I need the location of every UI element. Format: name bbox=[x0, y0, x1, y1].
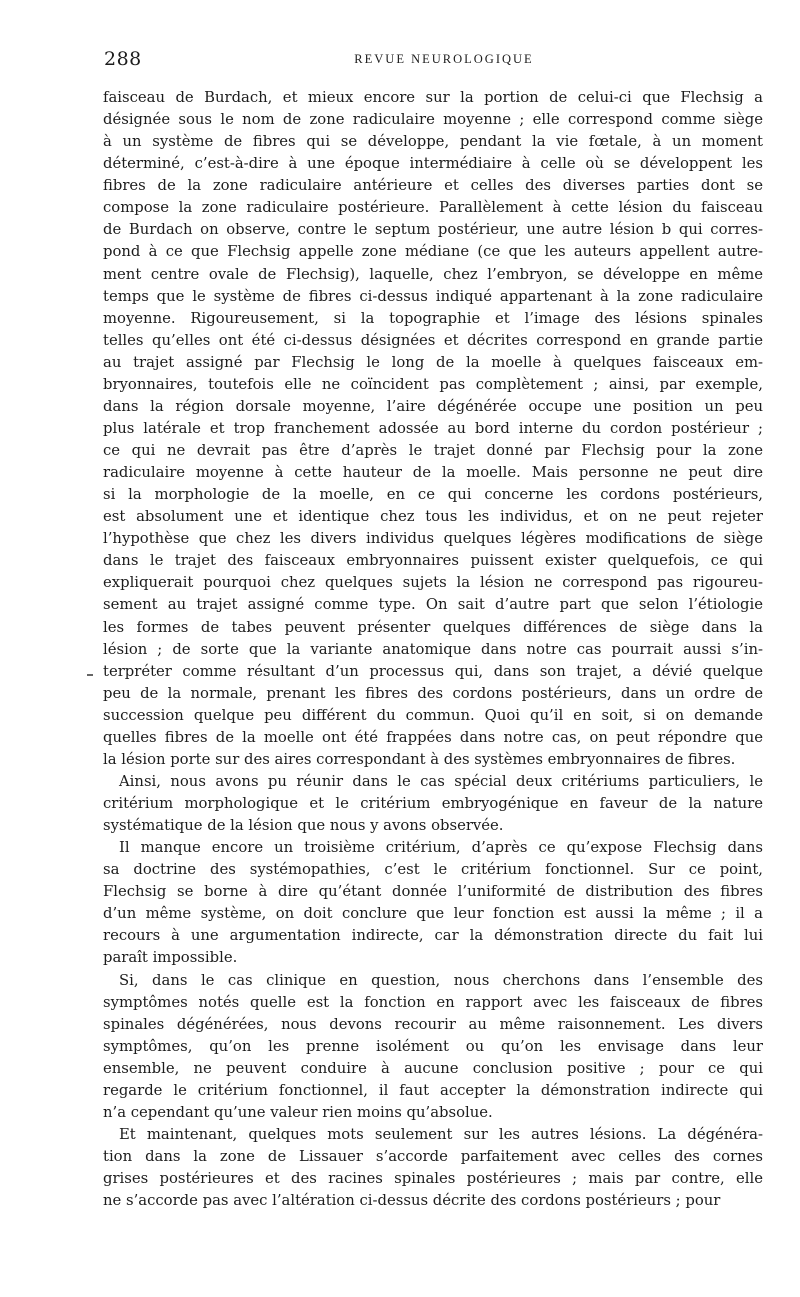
text-line: la lésion porte sur des aires correspondant à des systèmes embryonnaires de fibres. bbox=[103, 750, 736, 768]
text-line: au trajet assigné par Flechsig le long de la moelle à quelques faisceaux em- bbox=[103, 353, 763, 371]
text-line: si la morphologie de la moelle, en ce qui concerne les cordons postérieurs, bbox=[103, 486, 763, 504]
text-line: désignée sous le nom de zone radiculaire moyenne ; elle correspond comme siège bbox=[103, 111, 763, 129]
page-number: 288 bbox=[104, 48, 142, 70]
text-line: regarde le critérium fonctionnel, il faut accepter la démonstration indirecte qui bbox=[103, 1081, 763, 1099]
text-line: ce qui ne devrait pas être d’après le trajet donné par Flechsig pour la zone bbox=[103, 442, 763, 459]
text-line: les formes de tabes peuvent présenter quelques différences de siège dans la bbox=[103, 618, 763, 636]
paragraph bbox=[103, 87, 763, 771]
text-line: ne s’accorde pas avec l’altération ci-dessus décrite des cordons postérieurs ; pour bbox=[103, 1192, 721, 1210]
text-line: sa doctrine des systémopathies, c’est le critérium fonctionnel. Sur ce point, bbox=[103, 861, 763, 879]
paragraph bbox=[103, 970, 763, 1124]
body-text bbox=[103, 87, 763, 1212]
text-line: recours à une argumentation indirecte, car la démonstration directe du fait lui bbox=[103, 927, 763, 945]
text-line: paraît impossible. bbox=[103, 949, 238, 967]
text-line: symptômes notés quelle est la fonction en rapport avec les faisceaux de fibres bbox=[103, 993, 763, 1011]
text-line: plus latérale et trop franchement adossée au bord interne du cordon postérieur ; bbox=[103, 419, 763, 437]
paragraph bbox=[103, 771, 763, 837]
text-line: compose la zone radiculaire postérieure. Parallèlement à cette lésion du faisceau bbox=[103, 199, 763, 217]
text-line: à un système de fibres qui se développe, pendant la vie fœtale, à un moment bbox=[103, 133, 763, 151]
text-line: expliquerait pourquoi chez quelques sujets la lésion ne correspond pas rigoureu- bbox=[103, 574, 763, 592]
text-line: ensemble, ne peuvent conduire à aucune conclusion positive ; pour ce qui bbox=[103, 1059, 763, 1077]
text-line: succession quelque peu différent du commun. Quoi qu’il en soit, si on demande bbox=[103, 706, 763, 724]
text-line: dans le trajet des faisceaux embryonnaires puissent exister quelquefois, ce qui bbox=[103, 552, 763, 570]
text-line: pond à ce que Flechsig appelle zone médiane (ce que les auteurs appellent autre- bbox=[103, 243, 763, 261]
text-line: peu de la normale, prenant les fibres des cordons postérieurs, dans un ordre de bbox=[103, 684, 763, 702]
text-line: moyenne. Rigoureusement, si la topographie et l’image des lésions spinales bbox=[103, 309, 763, 327]
text-line: d’un même système, on doit conclure que leur fonction est aussi la même ; il a bbox=[103, 905, 763, 923]
text-line: tion dans la zone de Lissauer s’accorde parfaitement avec celles des cornes bbox=[103, 1148, 763, 1165]
text-line: terpréter comme résultant d’un processus qui, dans son trajet, a dévié quelque bbox=[103, 662, 763, 680]
paragraph bbox=[103, 1124, 763, 1212]
text-line: Flechsig se borne à dire qu’étant donnée l’uniformité de distribution des fibres bbox=[103, 883, 763, 901]
text-line: telles qu’elles ont été ci-dessus désignées et décrites correspond en grande partie bbox=[103, 331, 763, 349]
text-line: déterminé, c’est-à-dire à une époque intermédiaire à celle où se développent les bbox=[103, 155, 763, 173]
running-title: REVUE NEUROLOGIQUE bbox=[354, 52, 534, 66]
text-line: fibres de la zone radiculaire antérieure et celles des diverses parties dont se bbox=[103, 177, 763, 195]
text-line: temps que le système de fibres ci-dessus indiqué appartenant à la zone radiculaire bbox=[103, 287, 763, 305]
text-line: faisceau de Burdach, et mieux encore sur la portion de celui-ci que Flechsig a bbox=[103, 89, 763, 106]
text-line: lésion ; de sorte que la variante anatomique dans notre cas pourrait aussi s’in- bbox=[103, 640, 763, 658]
text-line: radiculaire moyenne à cette hauteur de la moelle. Mais personne ne peut dire bbox=[103, 464, 763, 482]
text-line: Et maintenant, quelques mots seulement sur les autres lésions. La dégénéra- bbox=[119, 1125, 763, 1143]
text-line: de Burdach on observe, contre le septum postérieur, une autre lésion b qui corres- bbox=[103, 221, 763, 239]
text-line: Ainsi, nous avons pu réunir dans le cas spécial deux critériums particuliers, le bbox=[119, 772, 763, 790]
text-line: symptômes, qu’on les prenne isolément ou qu’on les envisage dans leur bbox=[103, 1037, 763, 1055]
text-line: quelles fibres de la moelle ont été frappées dans notre cas, on peut répondre que bbox=[103, 728, 763, 746]
text-line: l’hypothèse que chez les divers individus quelques légères modifications de siège bbox=[103, 530, 763, 548]
paragraph bbox=[103, 837, 763, 969]
text-line: est absolument une et identique chez tous les individus, et on ne peut rejeter bbox=[103, 508, 763, 526]
text-line: spinales dégénérées, nous devons recourir au même raisonnement. Les divers bbox=[103, 1015, 763, 1033]
margin-mark bbox=[87, 674, 93, 676]
text-line: Il manque encore un troisième critérium, d’après ce qu’expose Flechsig dans bbox=[119, 839, 763, 857]
text-line: n’a cependant qu’une valeur rien moins qu’absolue. bbox=[103, 1103, 493, 1121]
text-line: bryonnaires, toutefois elle ne coïncident pas complètement ; ainsi, par exemple, bbox=[103, 375, 763, 393]
text-line: grises postérieures et des racines spinales postérieures ; mais par contre, elle bbox=[103, 1170, 763, 1188]
text-line: ment centre ovale de Flechsig), laquelle, chez l’embryon, se développe en même bbox=[103, 265, 763, 283]
text-line: sement au trajet assigné comme type. On sait d’autre part que selon l’étiologie bbox=[103, 596, 763, 614]
text-line: critérium morphologique et le critérium embryogénique en faveur de la nature bbox=[103, 795, 763, 812]
page-header bbox=[104, 48, 764, 78]
text-line: dans la région dorsale moyenne, l’aire dégénérée occupe une position un peu bbox=[103, 397, 763, 415]
text-line: systématique de la lésion que nous y avons observée. bbox=[103, 817, 504, 835]
text-line: Si, dans le cas clinique en question, nous cherchons dans l’ensemble des bbox=[119, 971, 763, 989]
